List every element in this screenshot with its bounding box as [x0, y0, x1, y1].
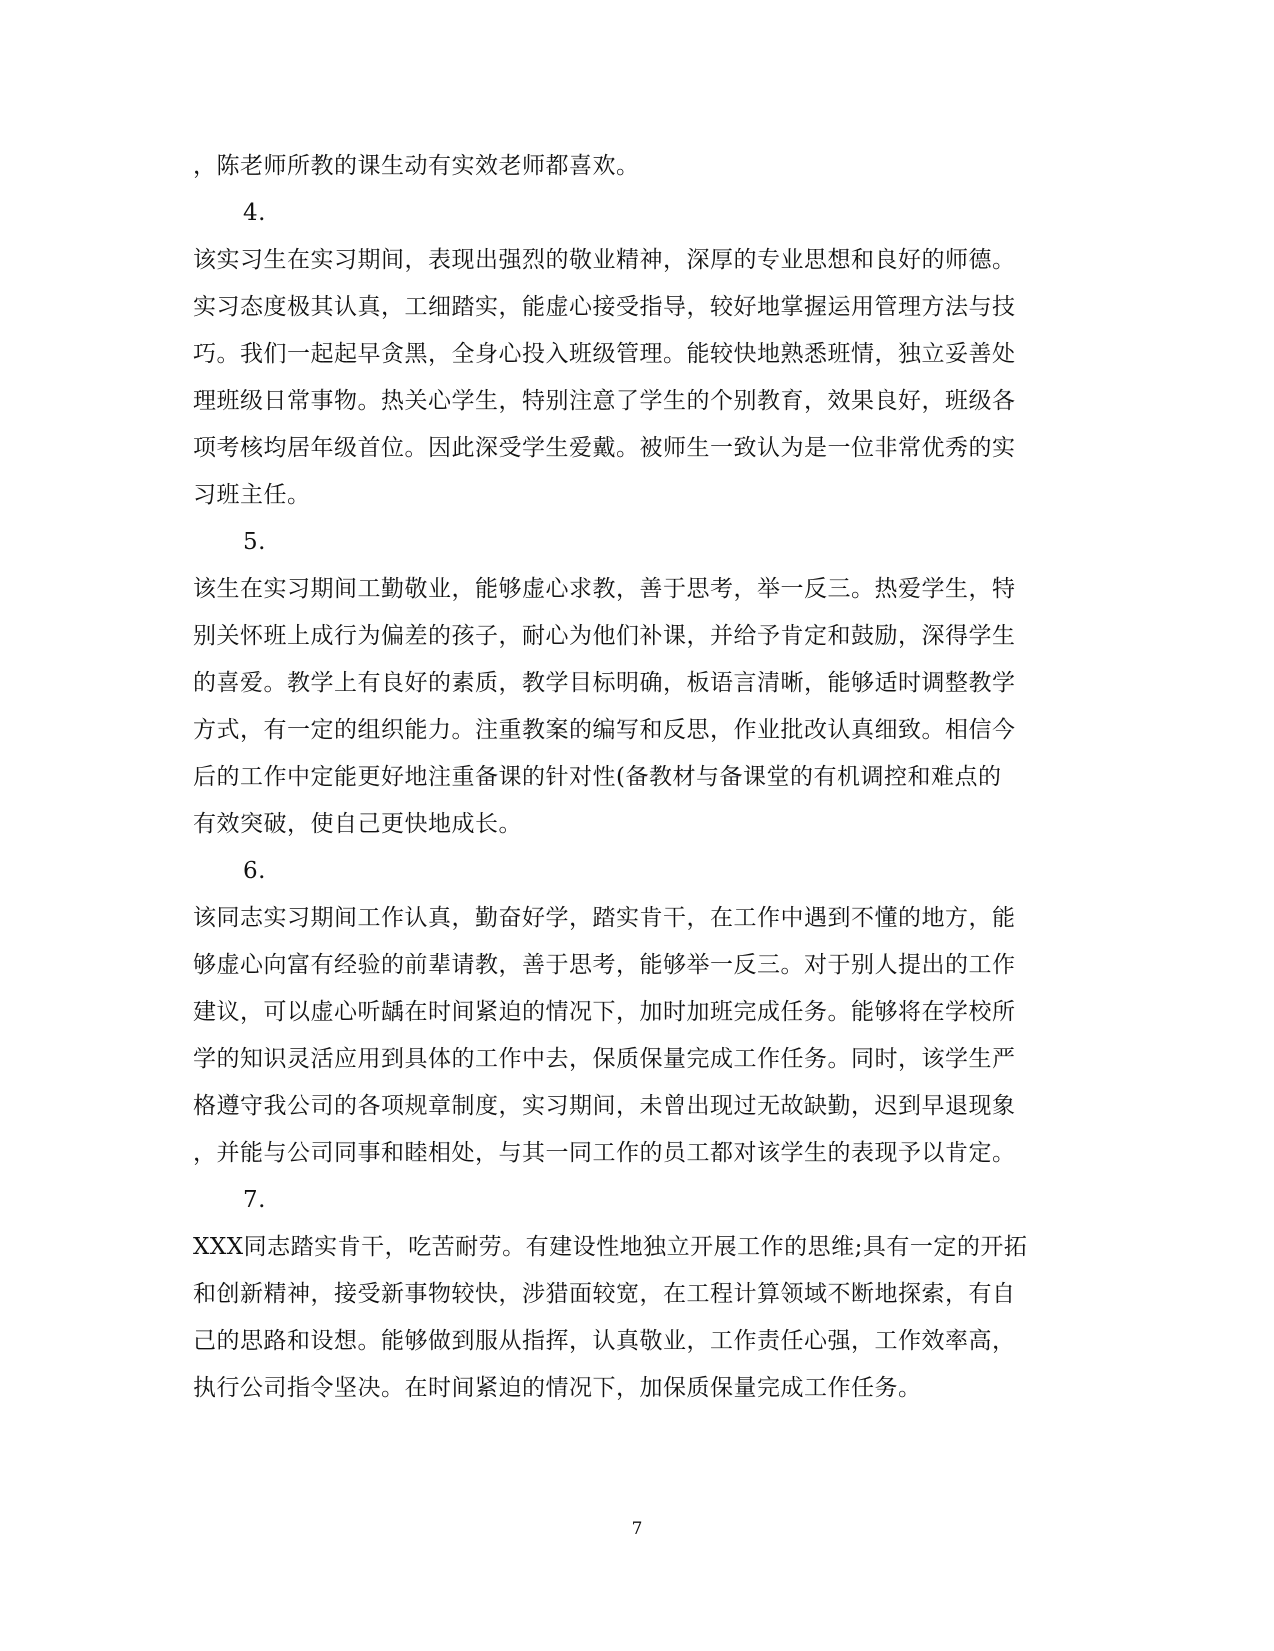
text-line: 学的知识灵活应用到具体的工作中去，保质保量完成工作任务。同时，该学生严	[193, 1046, 1016, 1072]
text-line: 理班级日常事物。热关心学生，特别注意了学生的个别教育，效果良好，班级各	[193, 388, 1016, 414]
text-line: 执行公司指令坚决。在时间紧迫的情况下，加保质保量完成工作任务。	[193, 1375, 922, 1401]
text-line: 该实习生在实习期间，表现出强烈的敬业精神，深厚的专业思想和良好的师德。	[193, 247, 1016, 273]
text-line: ，陈老师所教的课生动有实效老师都喜欢。	[193, 153, 640, 179]
text-line: 有效突破，使自己更快地成长。	[193, 811, 522, 837]
item-number: 6.	[243, 858, 266, 884]
text-line: 后的工作中定能更好地注重备课的针对性(备教材与备课堂的有机调控和难点的	[193, 764, 1002, 790]
page-number: 7	[631, 1519, 643, 1539]
text-line: XXX同志踏实肯干，吃苦耐劳。有建设性地独立开展工作的思维;具有一定的开拓	[193, 1234, 1028, 1260]
text-line: 格遵守我公司的各项规章制度，实习期间，未曾出现过无故缺勤，迟到早退现象	[193, 1093, 1016, 1119]
text-line: 项考核均居年级首位。因此深受学生爱戴。被师生一致认为是一位非常优秀的实	[193, 435, 1016, 461]
item-number: 4.	[243, 200, 266, 226]
item-number: 5.	[243, 529, 266, 555]
text-line: 该同志实习期间工作认真，勤奋好学，踏实肯干，在工作中遇到不懂的地方，能	[193, 905, 1016, 931]
text-line: ，并能与公司同事和睦相处，与其一同工作的员工都对该学生的表现予以肯定。	[193, 1140, 1016, 1166]
text-line: 别关怀班上成行为偏差的孩子，耐心为他们补课，并给予肯定和鼓励，深得学生	[193, 623, 1016, 649]
text-line: 该生在实习期间工勤敬业，能够虚心求教，善于思考，举一反三。热爱学生，特	[193, 576, 1016, 602]
text-line: 建议，可以虚心听龋在时间紧迫的情况下，加时加班完成任务。能够将在学校所	[193, 999, 1016, 1025]
text-line: 巧。我们一起起早贪黑，全身心投入班级管理。能较快地熟悉班情，独立妥善处	[193, 341, 1016, 367]
item-number: 7.	[243, 1187, 266, 1213]
text-line: 习班主任。	[193, 482, 311, 508]
text-line: 和创新精神，接受新事物较快，涉猎面较宽，在工程计算领域不断地探索，有自	[193, 1281, 1016, 1307]
text-line: 的喜爱。教学上有良好的素质，教学目标明确，板语言清晰，能够适时调整教学	[193, 670, 1016, 696]
text-line: 己的思路和设想。能够做到服从指挥，认真敬业，工作责任心强，工作效率高，	[193, 1328, 1016, 1354]
text-line: 够虚心向富有经验的前辈请教，善于思考，能够举一反三。对于别人提出的工作	[193, 952, 1016, 978]
text-line: 方式，有一定的组织能力。注重教案的编写和反思，作业批改认真细致。相信今	[193, 717, 1016, 743]
text-line: 实习态度极其认真，工细踏实，能虚心接受指导，较好地掌握运用管理方法与技	[193, 294, 1016, 320]
